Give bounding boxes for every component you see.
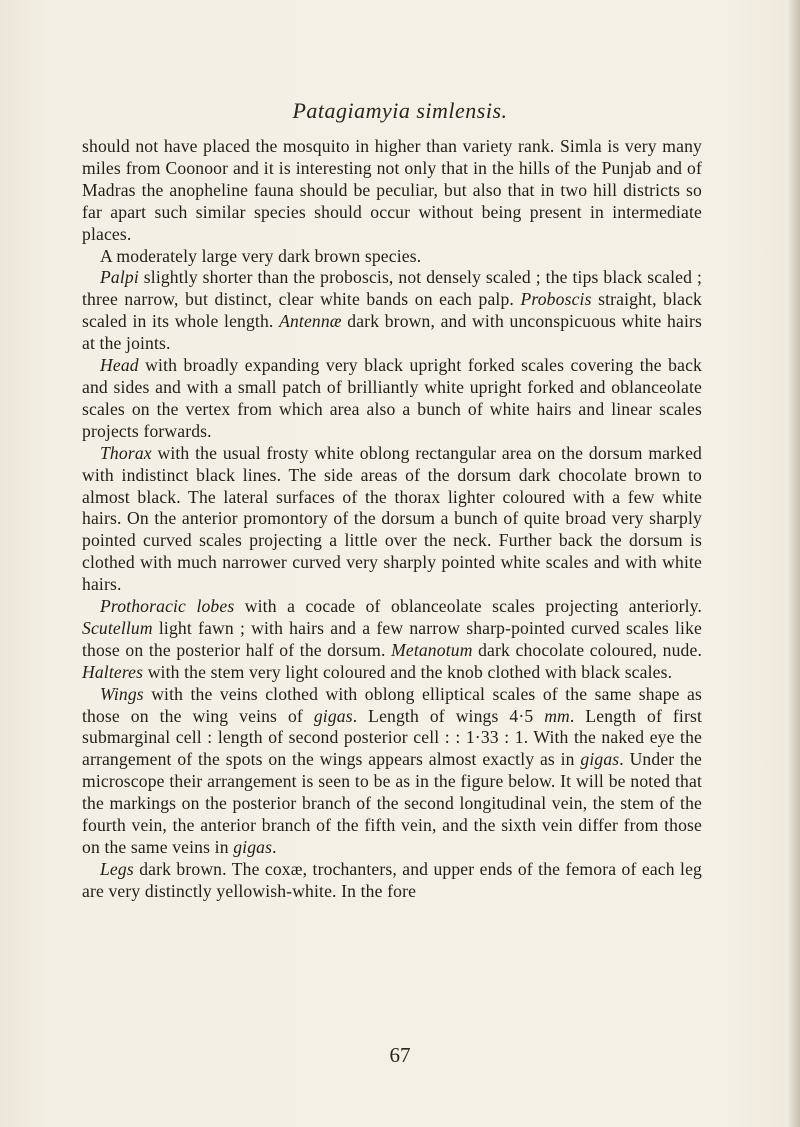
paragraph <box>82 246 702 268</box>
italic-term: gigas <box>233 837 273 857</box>
paragraph <box>82 136 702 246</box>
text-run: with the veins clothed with oblong elliptical scales of the same shape as those on the wing veins of <box>82 683 702 726</box>
paragraph <box>82 684 702 859</box>
page-number: 67 <box>389 1043 411 1067</box>
italic-term: mm <box>544 705 570 726</box>
italic-term: Metanotum <box>391 639 473 660</box>
italic-term: gigas <box>313 705 353 726</box>
text-run: slightly shorter than the proboscis, not densely scaled ; the tips black scaled ; three narrow, but distinct, clear white bands on each palp. <box>82 267 702 310</box>
text-run: should not have placed the mosquito in higher than variety rank. Simla is very many miles from Coonoor and it is interesting not only that in the hills of the Punjab and of Madras the anopheline fauna should be peculiar, but also that in two hill districts so far apart such similar species should occur without being present in intermediate places. <box>82 136 702 244</box>
text-run: with the usual frosty white oblong rectangular area on the dorsum marked with indistinct black lines. The side areas of the dorsum dark chocolate brown to almost black. The lateral surfaces of the thorax lighter coloured with a few white hairs. On the anterior promontory of the dorsum a bunch of quite broad very sharply pointed curved scales projecting a little over the neck. Further back the dorsum is clothed with much narrower curved very sharply pointed white scales and with white hairs. <box>82 442 702 595</box>
text-run: dark brown. The coxæ, trochanters, and upper ends of the femora of each leg are very distinctly yellowish-white. In the fore <box>82 858 702 901</box>
paragraph <box>82 443 702 596</box>
text-run: with broadly expanding very black upright forked scales covering the back and sides and with a small patch of brilliantly white upright forked and oblanceolate scales on the vertex from which area also a bunch of white hairs and linear scales projects forwards. <box>82 355 702 441</box>
italic-term: Proboscis <box>520 289 592 310</box>
body-text <box>82 136 702 903</box>
text-run: . Under the microscope their arrangement is seen to be as in the figure below. It will be noted that the markings on the posterior branch of the second longitudinal vein, the stem of the fourth vein, the anterior branch of the fifth vein, and the sixth vein differ from those on the same veins in <box>82 749 702 857</box>
italic-term: gigas <box>580 749 620 770</box>
italic-term: Scutellum <box>82 617 153 638</box>
text-run: dark chocolate coloured, nude. <box>472 639 702 660</box>
text-run: dark brown, and with unconspicuous white hairs at the joints. <box>82 311 702 354</box>
text-run: light fawn ; with hairs and a few narrow sharp-pointed curved scales like those on the posterior half of the dorsum. <box>82 617 702 660</box>
text-run: . Length of wings 4·5 <box>352 705 545 726</box>
italic-term: Halteres <box>82 661 144 682</box>
italic-term: Thorax <box>100 442 152 463</box>
text-run: . <box>272 837 277 857</box>
page-edge <box>786 0 800 1127</box>
paragraph <box>82 267 702 355</box>
text-run: straight, black scaled in its whole length. <box>82 289 702 332</box>
italic-term: Palpi <box>100 267 139 288</box>
italic-term: Legs <box>100 858 134 879</box>
italic-term: Prothoracic lobes <box>100 596 235 617</box>
text-run: . Length of first submarginal cell : length of second posterior cell : : 1·33 : 1. With the naked eye the arrangement of the spots on the wings appears almost exactly as in <box>82 705 702 770</box>
italic-term: Wings <box>100 683 144 704</box>
text-run: with the stem very light coloured and the knob clothed with black scales. <box>143 661 673 682</box>
paragraph <box>82 355 702 443</box>
italic-term: Antennæ <box>279 311 342 332</box>
paragraph <box>82 596 702 684</box>
text-run: with a cocade of oblanceolate scales projecting anteriorly. <box>234 596 702 617</box>
text-run: A moderately large very dark brown species. <box>100 245 422 266</box>
running-head: Patagiamyia simlensis. <box>292 98 508 123</box>
paragraph <box>82 859 702 903</box>
italic-term: Head <box>100 355 139 376</box>
